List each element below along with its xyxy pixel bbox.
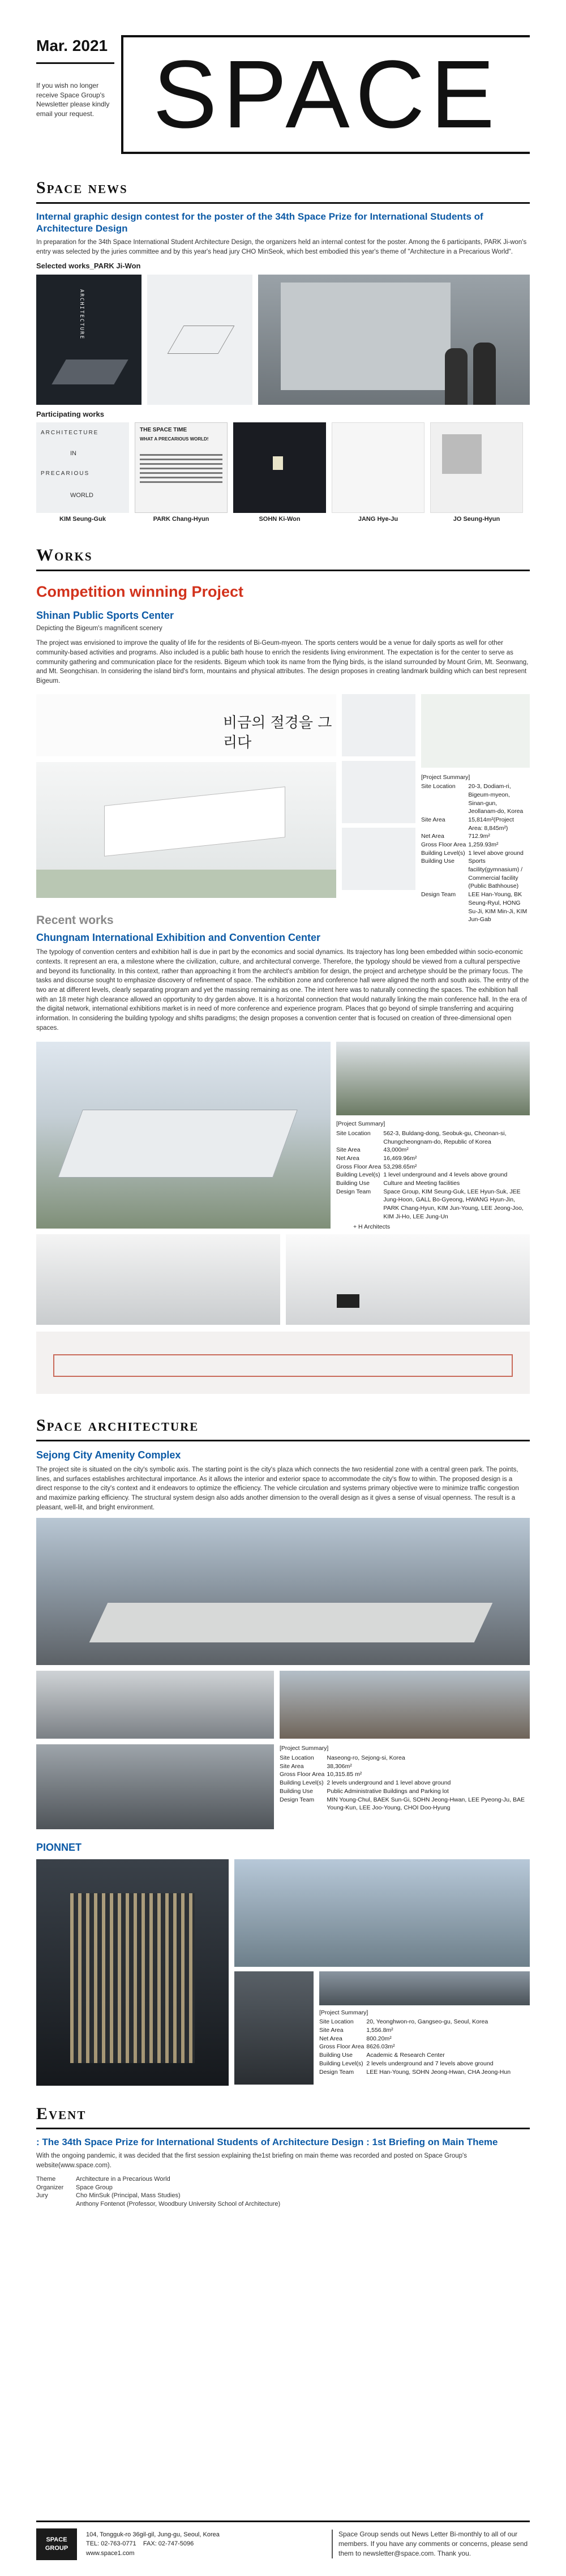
news-title: Internal graphic design contest for the poster of the 34th Space Prize for International Students of Architecture Design xyxy=(36,211,483,234)
summary-key: Site Location xyxy=(421,783,456,790)
summary-key: Net Area xyxy=(421,833,444,840)
poster-plane-shape xyxy=(52,360,128,384)
space-group-logo xyxy=(36,2528,77,2560)
poster-word: ARCHITECTURE xyxy=(41,430,99,437)
summary-value: 1,259.93m² xyxy=(468,841,499,849)
convention-exterior-rendering xyxy=(336,1042,530,1115)
sports-center-rendering xyxy=(36,762,336,898)
participant-name: JANG Hye-Ju xyxy=(358,516,398,523)
footer-address: 104, Tongguk-ro 36gil-gil, Jung-gu, Seoul, Korea xyxy=(86,2531,220,2538)
participant-name: PARK Chang-Hyun xyxy=(153,516,209,523)
summary-key: Gross Floor Area xyxy=(421,841,466,849)
participant-card xyxy=(332,422,424,524)
selected-poster-1 xyxy=(36,275,142,405)
participating-works-label: Participating works xyxy=(36,409,104,418)
summary-value: 10,315.85 m² xyxy=(327,1771,362,1778)
project1-right xyxy=(421,694,530,923)
project-title: PIONNET xyxy=(36,1842,82,1854)
section-heading-event xyxy=(36,2103,530,2130)
sejong-photos-row-2 xyxy=(36,1744,530,1829)
participant-card xyxy=(233,422,326,524)
piano-shape xyxy=(337,1294,359,1308)
participant-name: SOHN Ki-Won xyxy=(259,516,301,523)
roof-structure-shape xyxy=(89,1603,493,1642)
pionnet-summary-col xyxy=(319,1971,530,2085)
summary-value: 16,469.96m² xyxy=(383,1154,417,1162)
footer-website-link[interactable]: www.space1.com xyxy=(86,2549,135,2557)
issue-date: Mar. 2021 xyxy=(36,35,114,64)
convention-section-drawing xyxy=(36,1332,530,1394)
summary-table xyxy=(319,2018,513,2076)
summary-value: 1,556.8m² xyxy=(366,2027,393,2034)
poster-word: IN xyxy=(70,450,76,457)
section-title: Space news xyxy=(36,178,128,197)
summary-heading: [Project Summary] xyxy=(336,1120,385,1128)
ground-shape xyxy=(36,870,336,898)
summary-key: Design Team xyxy=(421,891,456,898)
plan-drawing xyxy=(342,761,415,823)
competition-title: Competition winning Project xyxy=(36,583,243,600)
summary-key: Site Area xyxy=(319,2027,344,2034)
summary-key: Design Team xyxy=(319,2068,354,2076)
summary-value: 562-3, Buldang-dong, Seobuk-gu, Cheonan-si, Chungcheongnam-do, Republic of Korea xyxy=(383,1129,507,1145)
selected-works-label: Selected works_PARK Ji-Won xyxy=(36,262,141,271)
sejong-photos-row xyxy=(36,1671,530,1739)
poster-glow-shape xyxy=(273,456,283,470)
summary-key: Building Use xyxy=(336,1180,370,1187)
project-body: The project site is situated on the city's symbolic axis. The starting point is the city's plaza which connects the two residential zone with a central green park. The points, lines, and surfaces establishes architectural importance. As it allows the interior and exterior space to accommodate the city's flow to within. The proposed design is a direct response to the city's context and it endeavors to optimize the efficiency. The vehicle circulation and systems primary objective were to minimize traffic congestion and maximize parking efficiency. The structural system design also adds another dimension to the overall design as it gives a sense of visual openness. The result is a pleasant, well-lit, and bright environment. xyxy=(36,1466,519,1511)
summary-value: 38,306m² xyxy=(327,1762,352,1770)
participant-poster xyxy=(430,422,523,513)
summary-key: Site Location xyxy=(280,1755,314,1762)
masthead-left xyxy=(36,35,121,154)
facade-shape xyxy=(70,1893,195,2063)
sejong-interior-photo xyxy=(36,1744,274,1829)
poster-text-lines xyxy=(135,451,227,486)
participant-card xyxy=(135,422,228,524)
plan-drawing xyxy=(342,828,415,890)
summary-key: Building Level(s) xyxy=(421,849,465,857)
pionnet-detail-row xyxy=(234,1971,530,2085)
unsubscribe-note: If you wish no longer receive Space Group's Newsletter please kindly email your request. xyxy=(36,81,110,118)
footer-address-block xyxy=(77,2530,332,2558)
event-detail-value: Architecture in a Precarious World xyxy=(76,2175,170,2183)
summary-key: Building Use xyxy=(319,2052,353,2059)
pionnet-interior-photo xyxy=(234,1971,314,2085)
summary-value: Sports facility(gymnasium) / Commercial facility (Public Bathhouse) xyxy=(468,858,523,890)
summary-heading: [Project Summary] xyxy=(319,2009,368,2016)
summary-value: Culture and Meeting facilities xyxy=(383,1180,460,1187)
event-details xyxy=(36,2175,280,2209)
project-summary xyxy=(336,1120,530,1231)
summary-value: 43,000m² xyxy=(383,1146,409,1154)
participant-name: KIM Seung-Guk xyxy=(59,516,106,523)
summary-key: Design Team xyxy=(336,1188,371,1195)
summary-value: 20-3, Dodiam-ri, Bigeum-myeon, Sinan-gun, Jeollanam-do, Korea xyxy=(468,783,524,815)
summary-key: Site Location xyxy=(319,2018,354,2026)
section-title: Event xyxy=(36,2104,87,2123)
building-mass-shape xyxy=(58,1110,298,1178)
project-body: The project was envisioned to improve the quality of life for the residents of Bi-Geum-myeon. The sports centers would be a venue for daily sports as well for other community-based activities and programs. Also included is a public bath house to enrich the residents living environment. The expectation is for the center to serve as community gathering and communication place for the residents. Bigeum which took its name from the flying birds, is the island surrounded by Mount Grim, Mt. Seonwang, and Mt. Seongchisan. In considering the island bird's form, mountains and physical attributes. The design proposes in creating landmark building which can best represent Bigeum. xyxy=(36,640,529,684)
lobby-interior xyxy=(286,1234,530,1325)
summary-key: Building Level(s) xyxy=(280,1779,324,1787)
news-body: In preparation for the 34th Space International Student Architecture Design, the organizers held an internal contest for the poster. Among the 6 participants, PARK Ji-won's entry was selected by the juries committee and by this year's head jury CHO MinSeok, which best embodied this year's theme of "Architecture in a Precarious World". xyxy=(36,239,527,255)
event-detail-key xyxy=(36,2200,76,2209)
summary-value: LEE Han-Young, BK Seung-Ryul, HONG Su-Ji, KIM Min-Ji, KIM Jun-Gab xyxy=(468,891,528,923)
summary-value: 8626.03m² xyxy=(366,2043,395,2051)
footer-tel: TEL: 02-763-0771 xyxy=(86,2540,136,2548)
project-summary xyxy=(421,773,530,924)
participant-poster xyxy=(332,422,424,513)
summary-key: Design Team xyxy=(280,1796,315,1803)
selected-poster-2 xyxy=(147,275,252,405)
event-body: With the ongoing pandemic, it was decided that the first session explaining the1st briefing on main theme was recorded and posted on Space Group's website(www.space.com). xyxy=(36,2153,468,2170)
masthead-title-box xyxy=(121,35,530,154)
pionnet-street-photo xyxy=(234,1859,530,1967)
projection-screen xyxy=(281,283,451,390)
participant-poster xyxy=(233,422,326,513)
summary-value: 2 levels underground and 7 levels above ground xyxy=(366,2060,494,2067)
summary-value: 53,298.65m² xyxy=(383,1163,417,1170)
section-heading-works xyxy=(36,544,530,571)
sejong-aerial-photo xyxy=(36,1518,530,1665)
participant-name: JO Seung-Hyun xyxy=(453,516,500,523)
project-title: Shinan Public Sports Center xyxy=(36,610,174,622)
participant-card xyxy=(36,422,129,524)
pionnet-dusk-photo xyxy=(319,1971,530,2005)
summary-value: 2 levels underground and 1 level above ground xyxy=(327,1779,451,1787)
project1-renderings xyxy=(36,694,336,898)
summary-key: Gross Floor Area xyxy=(280,1771,325,1778)
participant-poster xyxy=(135,422,228,513)
sejong-canopy-photo xyxy=(36,1671,274,1739)
exhibition-hall-interior xyxy=(36,1234,280,1325)
summary-value: LEE Han-Young, SOHN Jeong-Hwan, CHA Jeong-Hun xyxy=(366,2068,511,2076)
poster-word: ARCHITECTURE xyxy=(79,289,85,340)
project-body: The typology of convention centers and exhibition hall is due in part by the economics and social dynamics. Its trajectory has long been embedded within socio-economic contexts. It represent an era, a milestone where the civilization, culture, and architectural converge. Therefore, the typology should be viewed from a cultural perspective and beyond its functionality. In this context, rather than approaching it from the architect's ambition for design, the project and archetype should be the primary focus. The tasks and discourse sought to emphasize discovery of refinement of space. The exhibition zone and conference hall were aligned the north and south axis. The entry of the two are at different levels, clearly separating program and yet the massing remaining as one. The intent here was to naturally connecting the spaces. The exhibition hall with an 18 meter high clearance allowed an opportunity to dry garden above. It is a horizontal connection that would naturally linking the main conference hall. In the era of the digital network, international exhibitions market is in need of more conference and experience program. Places that go beyond of simple transferring and acquiring information. In considering the building typology and shifts paradigms; the design proposes a convention center that is focused on creation of three-dimensional open spaces. xyxy=(36,949,529,1032)
footer xyxy=(36,2521,530,2566)
footer-message: Space Group sends out News Letter Bi-monthly to all of our members. If you have any comments or concerns, please send them to newsletter@space.com. Thank you. xyxy=(332,2530,530,2558)
selected-works-row xyxy=(36,275,530,405)
summary-key: Gross Floor Area xyxy=(319,2043,365,2051)
project-summary xyxy=(280,1744,530,1829)
summary-key: Building Level(s) xyxy=(319,2060,363,2067)
summary-key: Building Use xyxy=(280,1787,313,1795)
poster-subtitle: WHAT A PRECARIOUS WORLD! xyxy=(140,437,209,442)
participant-poster xyxy=(36,422,129,513)
convention-aerial-rendering xyxy=(36,1042,331,1229)
summary-table xyxy=(421,782,530,924)
logo-text-bottom: GROUP xyxy=(45,2544,68,2552)
summary-table xyxy=(336,1129,530,1221)
summary-heading: [Project Summary] xyxy=(421,773,470,781)
summary-value: 800.20m² xyxy=(366,2035,392,2042)
project2-visuals-top xyxy=(36,1042,530,1229)
pionnet-visuals xyxy=(36,1859,530,2086)
poster-title: THE SPACE TIME xyxy=(140,427,187,434)
summary-key: Net Area xyxy=(319,2035,342,2042)
summary-heading: [Project Summary] xyxy=(280,1745,329,1752)
summary-value: 20, Yeonghwon-ro, Gangseo-gu, Seoul, Korea xyxy=(366,2018,488,2026)
event-detail-key: Jury xyxy=(36,2192,48,2200)
recent-works-title: Recent works xyxy=(36,913,114,927)
calligraphy-text: 비금의 절경을 그리다 xyxy=(223,714,332,751)
poster-word: WORLD xyxy=(70,492,93,499)
event-detail-key: Organizer xyxy=(36,2184,64,2191)
poster-word: PRECARIOUS xyxy=(41,470,90,477)
logo-text-top: SPACE xyxy=(46,2536,67,2543)
summary-value: Naseong-ro, Sejong-si, Korea xyxy=(327,1755,405,1762)
summary-key: Site Location xyxy=(336,1129,371,1137)
project1-drawings xyxy=(342,694,415,898)
sejong-exterior-photo xyxy=(280,1671,530,1739)
section-title: Works xyxy=(36,546,93,565)
building-mass-shape xyxy=(104,786,285,857)
footer-phone-line xyxy=(86,2539,332,2549)
pionnet-right xyxy=(234,1859,530,2086)
summary-key: Gross Floor Area xyxy=(336,1163,381,1170)
masthead xyxy=(36,35,530,154)
footer-fax: FAX: 02-747-5096 xyxy=(143,2540,194,2548)
pionnet-night-photo xyxy=(36,1859,229,2086)
section-title: Space architecture xyxy=(36,1416,199,1435)
summary-value: Public Administrative Buildings and Parking lot xyxy=(327,1787,449,1795)
summary-key: Site Area xyxy=(336,1146,361,1154)
participant-card xyxy=(430,422,523,524)
section-outline-shape xyxy=(53,1354,513,1377)
section-heading-space-architecture xyxy=(36,1414,530,1441)
bird-sketch xyxy=(36,694,336,756)
poster-block-shape xyxy=(442,434,482,474)
summary-key: Site Area xyxy=(421,816,445,823)
project-summary xyxy=(319,2009,530,2077)
award-photo xyxy=(258,275,530,405)
person-figure xyxy=(473,343,496,405)
summary-value: 1 level underground and 4 levels above ground xyxy=(383,1171,508,1179)
summary-key: Site Area xyxy=(280,1762,304,1770)
project2-right xyxy=(336,1042,530,1229)
project-title: Sejong City Amenity Complex xyxy=(36,1449,181,1461)
event-detail-value: Cho MinSuk (Principal, Mass Studies) xyxy=(76,2192,181,2200)
participating-works-row xyxy=(36,422,530,524)
person-figure xyxy=(445,348,468,405)
poster-plane-shape xyxy=(168,326,235,354)
summary-key: Net Area xyxy=(336,1154,359,1162)
summary-table xyxy=(280,1754,530,1812)
summary-value: MIN Young-Chul, BAEK Sun-Gi, SOHN Jeong-Hwan, LEE Pyeong-Ju, BAE Young-Kun, LEE Joo-Young, CHOI Doo-Hyung xyxy=(327,1796,525,1812)
summary-value: Space Group, KIM Seung-Guk, LEE Hyun-Suk, JEE Jung-Hoon, GALL Bo-Gyeong, HWANG Hyun-Jin, PARK Chang-Hyun, KIM Jun-Young, LEE Jeong-Joo, KIM Ji-Ho, LEE Jung-Un xyxy=(383,1188,524,1220)
summary-value: 1 level above ground xyxy=(468,849,524,857)
event-detail-value: Space Group xyxy=(76,2184,113,2191)
event-detail-value: Anthony Fontenot (Professor, Woodbury University School of Architecture) xyxy=(76,2201,281,2208)
summary-value: 15,814m²(Project Area: 8,845m²) xyxy=(468,816,514,832)
event-detail-key: Theme xyxy=(36,2175,56,2183)
summary-key: Building Level(s) xyxy=(336,1171,380,1179)
summary-value: Academic & Research Center xyxy=(366,2052,445,2059)
summary-key: Building Use xyxy=(421,858,454,865)
event-title: : The 34th Space Prize for International Students of Architecture Design : 1st Briefing on Main Theme xyxy=(36,2137,498,2148)
newsletter-title: SPACE xyxy=(153,41,500,148)
section-heading-space-news xyxy=(36,177,530,204)
collaborator-note: + H Architects xyxy=(353,1223,391,1231)
project2-interiors xyxy=(36,1234,530,1325)
project-title: Chungnam International Exhibition and Convention Center xyxy=(36,931,321,943)
aerial-drawing xyxy=(421,694,530,768)
plan-drawing xyxy=(342,694,415,756)
project-subtitle: Depicting the Bigeum's magnificent scenery xyxy=(36,624,162,632)
summary-value: 712.9m² xyxy=(468,833,490,840)
